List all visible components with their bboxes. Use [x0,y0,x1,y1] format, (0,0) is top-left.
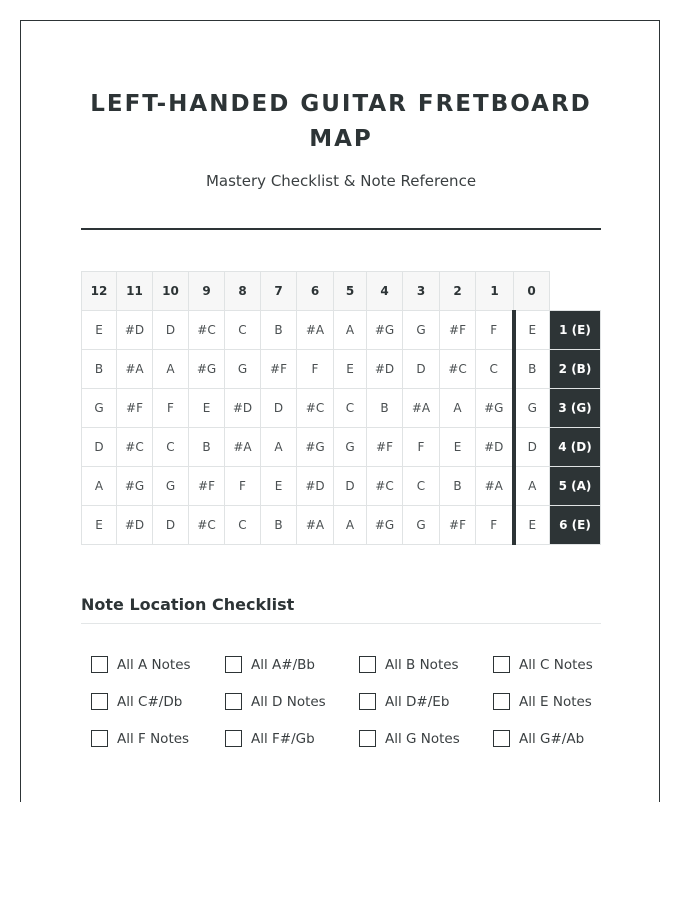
fret-number: 1 [476,272,514,311]
fret-note: #C [189,506,225,545]
checklist-item-label: All A#/Bb [251,656,315,673]
fret-note: E [82,506,117,545]
fret-note: G [334,428,367,467]
checklist-title: Note Location Checklist [81,595,295,614]
string-label: 3 (G) [550,389,601,428]
fret-note: F [153,389,189,428]
fret-note: C [403,467,440,506]
string-row [82,428,601,467]
fret-note: D [403,350,440,389]
open-string-note: G [514,389,550,428]
checkbox[interactable] [359,656,376,673]
string-row [82,389,601,428]
string-label: 1 (E) [550,311,601,350]
fret-note: A [440,389,476,428]
fret-number: 6 [297,272,334,311]
fret-note: D [153,311,189,350]
checklist-item[interactable] [493,729,627,748]
fret-note: #D [117,311,153,350]
checklist-item[interactable] [91,692,225,711]
fret-note: #C [367,467,403,506]
checklist-item-label: All F Notes [117,730,190,747]
fret-note: D [261,389,297,428]
fret-note: #F [117,389,153,428]
fret-note: D [82,428,117,467]
fret-note: C [225,506,261,545]
fret-note: #C [297,389,334,428]
checkbox[interactable] [225,730,242,747]
open-string-note: B [514,350,550,389]
string-row [82,311,601,350]
fret-note: #A [476,467,514,506]
fret-note: A [334,311,367,350]
fret-note: #F [367,428,403,467]
fret-note: #A [225,428,261,467]
header-spacer [550,272,601,311]
fret-note: #D [476,428,514,467]
fret-note: G [82,389,117,428]
checklist-item[interactable] [359,692,493,711]
checklist-item-label: All C#/Db [117,693,183,710]
checklist-item-label: All C Notes [519,656,593,673]
checklist-item[interactable] [225,729,359,748]
note-checklist [91,655,611,748]
fret-note: #C [117,428,153,467]
checklist-item[interactable] [359,729,493,748]
open-string-note: D [514,428,550,467]
fret-note: D [153,506,189,545]
fret-number: 8 [225,272,261,311]
fret-note: #A [297,311,334,350]
checkbox[interactable] [225,693,242,710]
fret-note: #G [476,389,514,428]
fret-note: F [476,506,514,545]
fret-note: C [476,350,514,389]
string-row [82,350,601,389]
checklist-item[interactable] [91,729,225,748]
fret-note: A [153,350,189,389]
title-divider [81,228,601,230]
fret-note: #A [117,350,153,389]
fret-note: #D [117,506,153,545]
string-label: 5 (A) [550,467,601,506]
checkbox[interactable] [493,693,510,710]
string-row [82,467,601,506]
fret-note: B [82,350,117,389]
fret-note: #D [225,389,261,428]
page-subtitle: Mastery Checklist & Note Reference [205,172,477,190]
fret-number: 4 [367,272,403,311]
fret-note: C [225,311,261,350]
fret-number: 2 [440,272,476,311]
fret-note: #F [261,350,297,389]
fret-note: #D [297,467,334,506]
checkbox[interactable] [493,730,510,747]
checklist-item-label: All A Notes [117,656,191,673]
fret-note: #G [367,506,403,545]
fret-number: 9 [189,272,225,311]
checklist-item-label: All G Notes [385,730,460,747]
fret-note: A [261,428,297,467]
fret-number-open: 0 [514,272,550,311]
string-row [82,506,601,545]
fret-note: C [334,389,367,428]
fret-note: F [476,311,514,350]
string-label: 2 (B) [550,350,601,389]
fret-number: 7 [261,272,297,311]
fret-note: G [403,311,440,350]
fret-number: 3 [403,272,440,311]
fret-note: E [261,467,297,506]
fret-note: #A [297,506,334,545]
fret-note: #A [403,389,440,428]
fret-note: #G [297,428,334,467]
fret-note: F [297,350,334,389]
fret-note: G [403,506,440,545]
fret-note: B [367,389,403,428]
fret-note: E [440,428,476,467]
fret-note: B [440,467,476,506]
fret-note: G [153,467,189,506]
checkbox[interactable] [91,693,108,710]
fret-note: B [189,428,225,467]
open-string-note: E [514,311,550,350]
checklist-item-label: All D#/Eb [385,693,450,710]
string-label: 4 (D) [550,428,601,467]
fret-note: B [261,506,297,545]
fret-note: #F [189,467,225,506]
checklist-item[interactable] [225,655,359,674]
fret-number: 5 [334,272,367,311]
checkbox[interactable] [91,656,108,673]
fret-note: D [334,467,367,506]
open-string-note: E [514,506,550,545]
checklist-divider [81,623,601,624]
fret-note: E [189,389,225,428]
fret-note: #G [189,350,225,389]
fret-note: #G [367,311,403,350]
checklist-item[interactable] [493,655,627,674]
fret-note: #C [189,311,225,350]
checklist-item-label: All D Notes [251,693,326,710]
fret-note: B [261,311,297,350]
fret-note: #F [440,506,476,545]
page-title: LEFT-HANDED GUITAR FRETBOARD MAP [90,91,592,152]
checklist-item-label: All E Notes [519,693,592,710]
fret-number: 10 [153,272,189,311]
fret-number: 11 [117,272,153,311]
fret-note: C [153,428,189,467]
checklist-item[interactable] [359,655,493,674]
fret-note: A [334,506,367,545]
checklist-item-label: All G#/Ab [519,730,585,747]
fret-note: E [334,350,367,389]
fret-note: F [403,428,440,467]
fret-number: 12 [82,272,117,311]
fret-note: F [225,467,261,506]
worksheet-page [20,20,660,802]
checklist-item[interactable] [493,692,627,711]
open-string-note: A [514,467,550,506]
fret-note: #F [440,311,476,350]
fret-note: #C [440,350,476,389]
string-label: 6 (E) [550,506,601,545]
fret-note: G [225,350,261,389]
fret-note: A [82,467,117,506]
checklist-item[interactable] [91,655,225,674]
checkbox[interactable] [493,656,510,673]
checkbox[interactable] [359,693,376,710]
checklist-item-label: All B Notes [385,656,459,673]
checklist-item-label: All F#/Gb [251,730,315,747]
fret-note: E [82,311,117,350]
fret-note: #D [367,350,403,389]
fret-note: #G [117,467,153,506]
fret-header-row [82,272,601,311]
checkbox[interactable] [91,730,108,747]
checkbox[interactable] [225,656,242,673]
checkbox[interactable] [359,730,376,747]
checklist-item[interactable] [225,692,359,711]
fretboard-table [81,271,601,545]
